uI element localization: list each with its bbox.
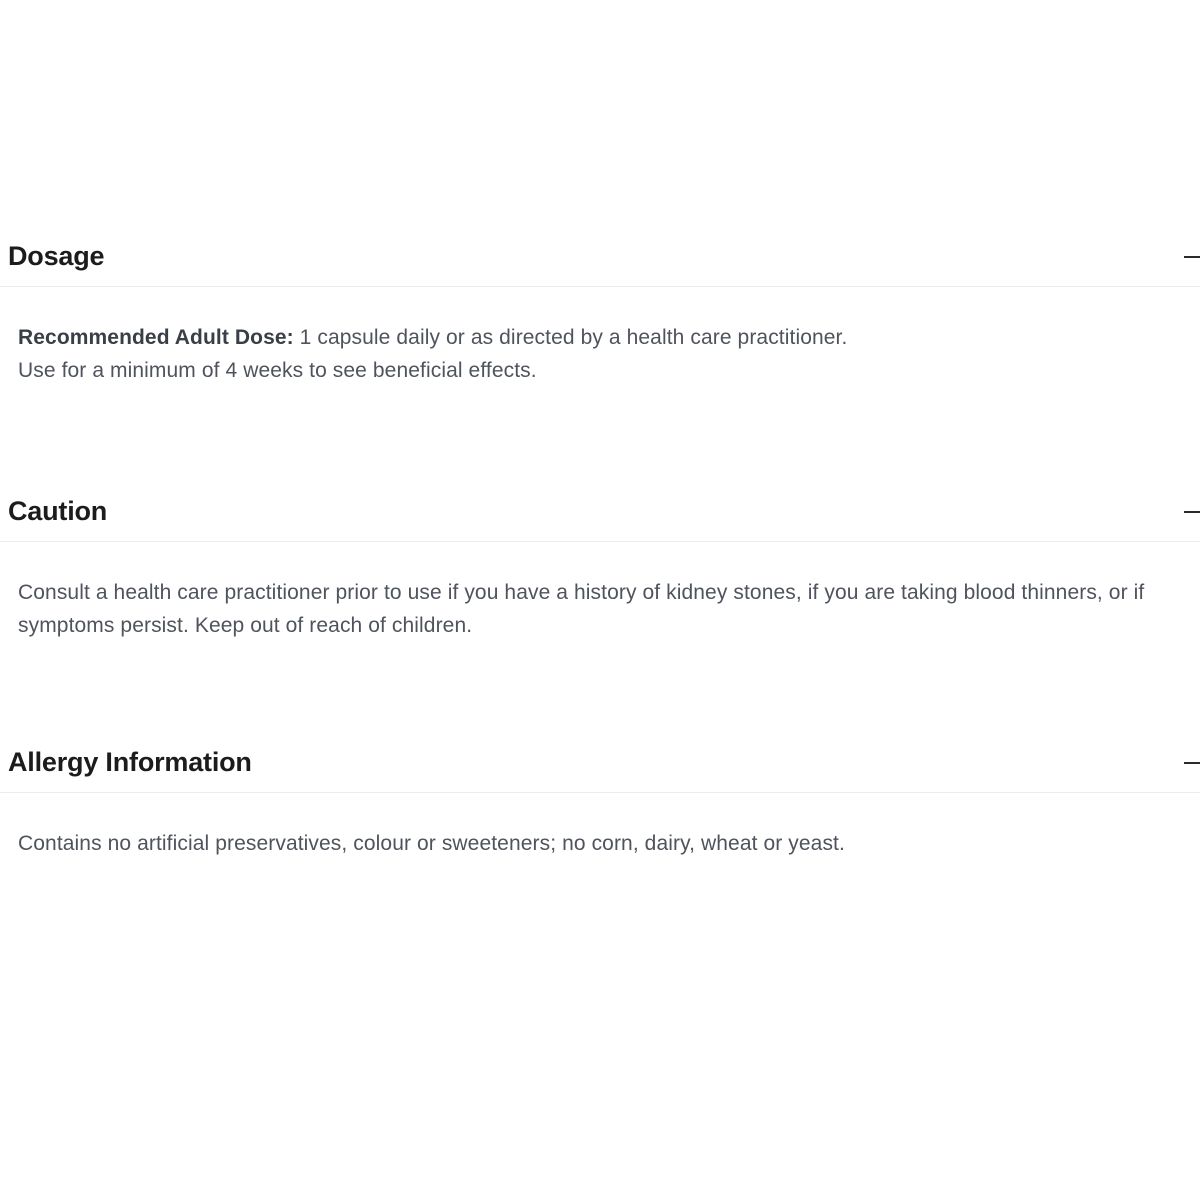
minus-icon[interactable]	[1184, 754, 1200, 772]
section-caution	[0, 483, 1200, 642]
dosage-lead-label: Recommended Adult Dose:	[18, 326, 294, 349]
minus-icon[interactable]	[1184, 503, 1200, 521]
top-spacer	[0, 0, 1200, 228]
section-body-allergy-information: Contains no artificial preservatives, colour or sweeteners; no corn, dairy, wheat or yeast.	[18, 832, 845, 855]
dosage-lead-text: 1 capsule daily or as directed by a health care practitioner.	[293, 326, 848, 349]
section-title-caution: Caution	[8, 496, 108, 527]
accordion-header-allergy-information[interactable]	[0, 734, 1200, 792]
section-body-dosage	[0, 287, 1200, 387]
section-gap	[0, 642, 1200, 734]
section-title-dosage: Dosage	[8, 241, 105, 272]
section-gap	[0, 387, 1200, 483]
accordion-header-caution[interactable]	[0, 483, 1200, 541]
accordion-header-dosage[interactable]	[0, 228, 1200, 286]
minus-icon[interactable]	[1184, 248, 1200, 266]
dosage-secondary-text: Use for a minimum of 4 weeks to see beneficial effects.	[18, 359, 537, 382]
section-title-allergy-information: Allergy Information	[8, 747, 252, 778]
section-dosage	[0, 228, 1200, 387]
section-allergy-information	[0, 734, 1200, 860]
section-body-caution: Consult a health care practitioner prior to use if you have a history of kidney stones, if you are taking blood thinners, or if symptoms persist. Keep out of reach of children.	[18, 581, 1145, 637]
